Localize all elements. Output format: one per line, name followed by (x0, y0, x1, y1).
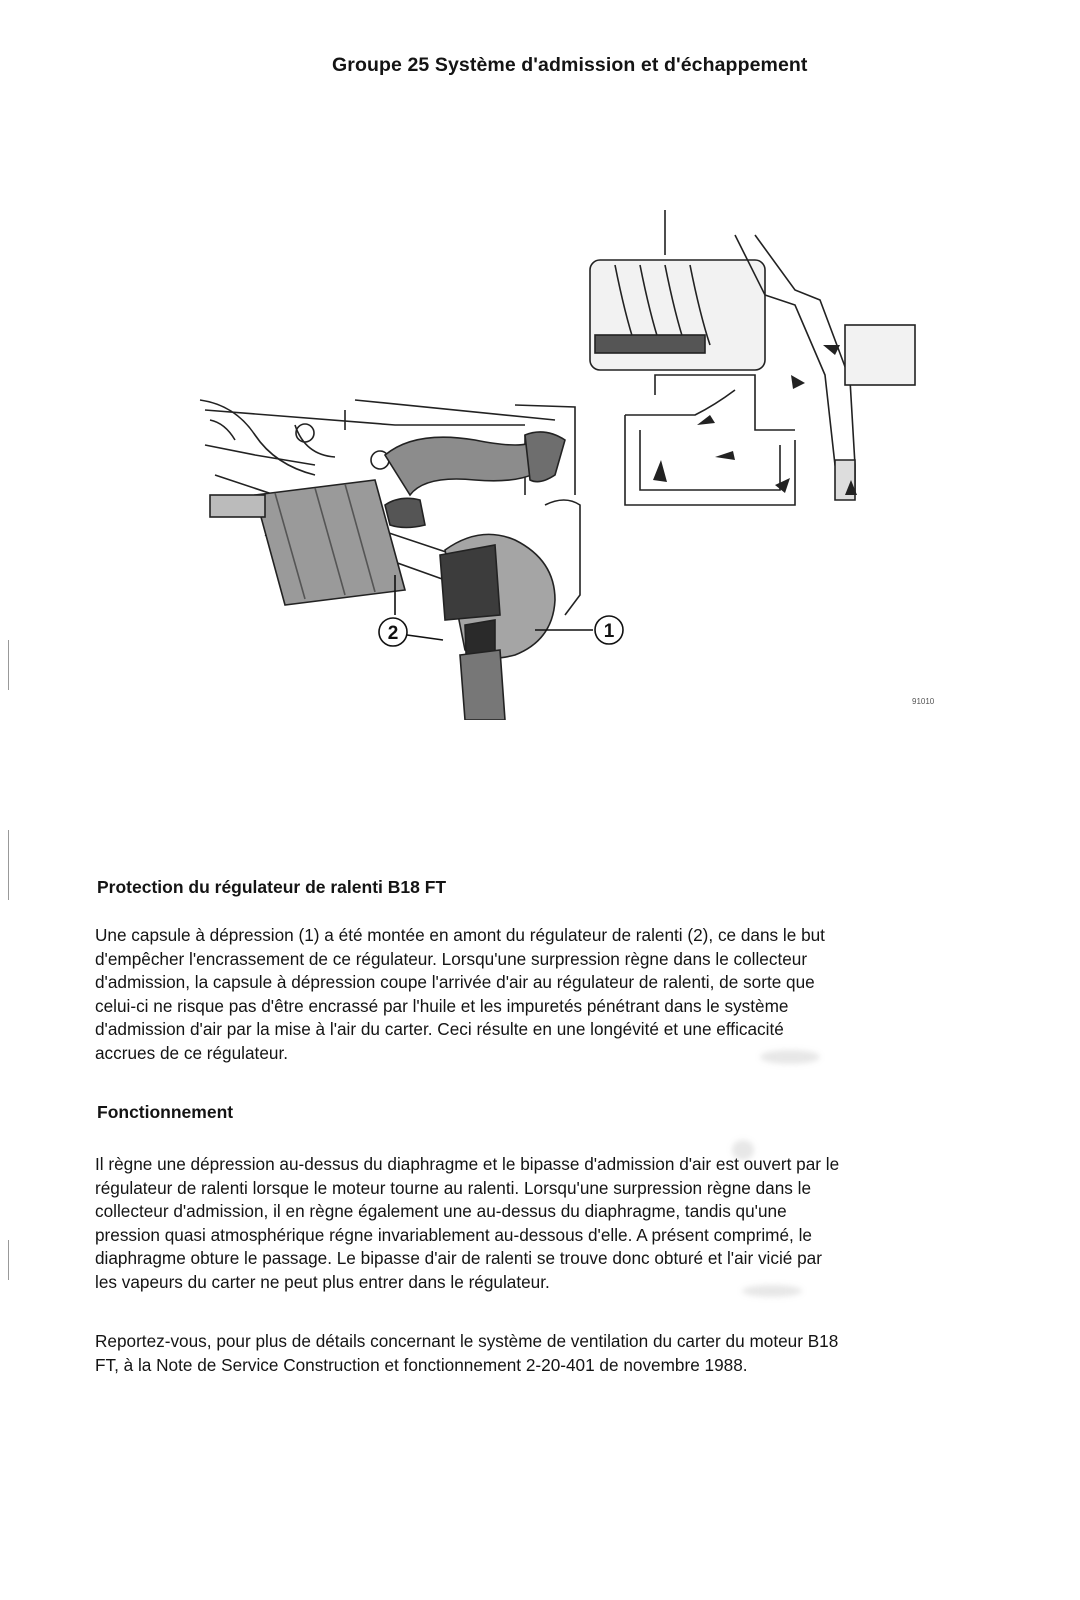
callout-label-1: 1 (603, 621, 615, 642)
paragraph-protection (95, 924, 1055, 1065)
section-title-protection: Protection du régulateur de ralenti B18 FT (97, 877, 447, 897)
text-line: d'empêcher l'encrassement de ce régulateur. Lorsqu'une surpression règne dans le collecteur (95, 948, 808, 969)
scan-margin-mark (8, 1240, 9, 1280)
scan-smudge (742, 1285, 802, 1297)
idle-regulator (210, 480, 405, 605)
text-line: Il règne une dépression au-dessus du diaphragme et le bipasse d'admission d'air est ouvert par le (95, 1154, 840, 1174)
upper-hose (385, 432, 565, 528)
engine-diagram (195, 195, 955, 720)
text-line: accrues de ce régulateur. (95, 1042, 288, 1063)
text-line: Reportez-vous, pour plus de détails concernant le système de ventilation du carter du moteur B18 (95, 1331, 839, 1351)
scan-smudge (732, 1140, 754, 1160)
paragraph-reference (95, 1330, 1055, 1377)
text-line: FT, à la Note de Service Construction et fonctionnement 2-20-401 de novembre 1988. (95, 1354, 748, 1375)
text-line: pression quasi atmosphérique régne invariablement au-dessous d'elle. A présent comprimé, le (95, 1224, 812, 1245)
page-header: Groupe 25 Système d'admission et d'échappement (332, 54, 808, 76)
text-line: d'admission, la capsule à dépression coupe l'arrivée d'air au régulateur de ralenti, de sorte que (95, 972, 815, 992)
text-line: diaphragme obture le passage. Le bipasse d'air de ralenti se trouve donc obturé et l'air vicié par (95, 1248, 822, 1268)
text-line: Une capsule à dépression (1) a été montée en amont du régulateur de ralenti (2), ce dans le but (95, 925, 825, 945)
text-line: collecteur d'admission, il en règne également une au-dessus du diaphragme, tandis qu'une (95, 1201, 787, 1221)
technical-illustration (195, 195, 955, 720)
text-line: d'admission d'air par la mise à l'air du carter. Ceci résulte en une longévité et une efficacité (95, 1019, 784, 1039)
figure-code: 91010 (912, 697, 935, 706)
callout-label-2: 2 (387, 623, 399, 644)
scan-margin-mark (8, 640, 9, 690)
section-title-fonctionnement: Fonctionnement (97, 1102, 234, 1122)
scan-smudge (760, 1050, 820, 1064)
text-line: régulateur de ralenti lorsque le moteur tourne au ralenti. Lorsqu'une surpression règne dans le (95, 1177, 812, 1198)
text-line: celui-ci ne risque pas d'être encrassé par l'huile et les impuretés pénétrant dans le système (95, 995, 789, 1016)
text-line: les vapeurs du carter ne peut plus entrer dans le régulateur. (95, 1271, 550, 1292)
intake-schematic (590, 210, 915, 505)
vacuum-capsule (440, 500, 580, 720)
scan-margin-mark (8, 830, 9, 900)
paragraph-fonctionnement (95, 1153, 1055, 1294)
